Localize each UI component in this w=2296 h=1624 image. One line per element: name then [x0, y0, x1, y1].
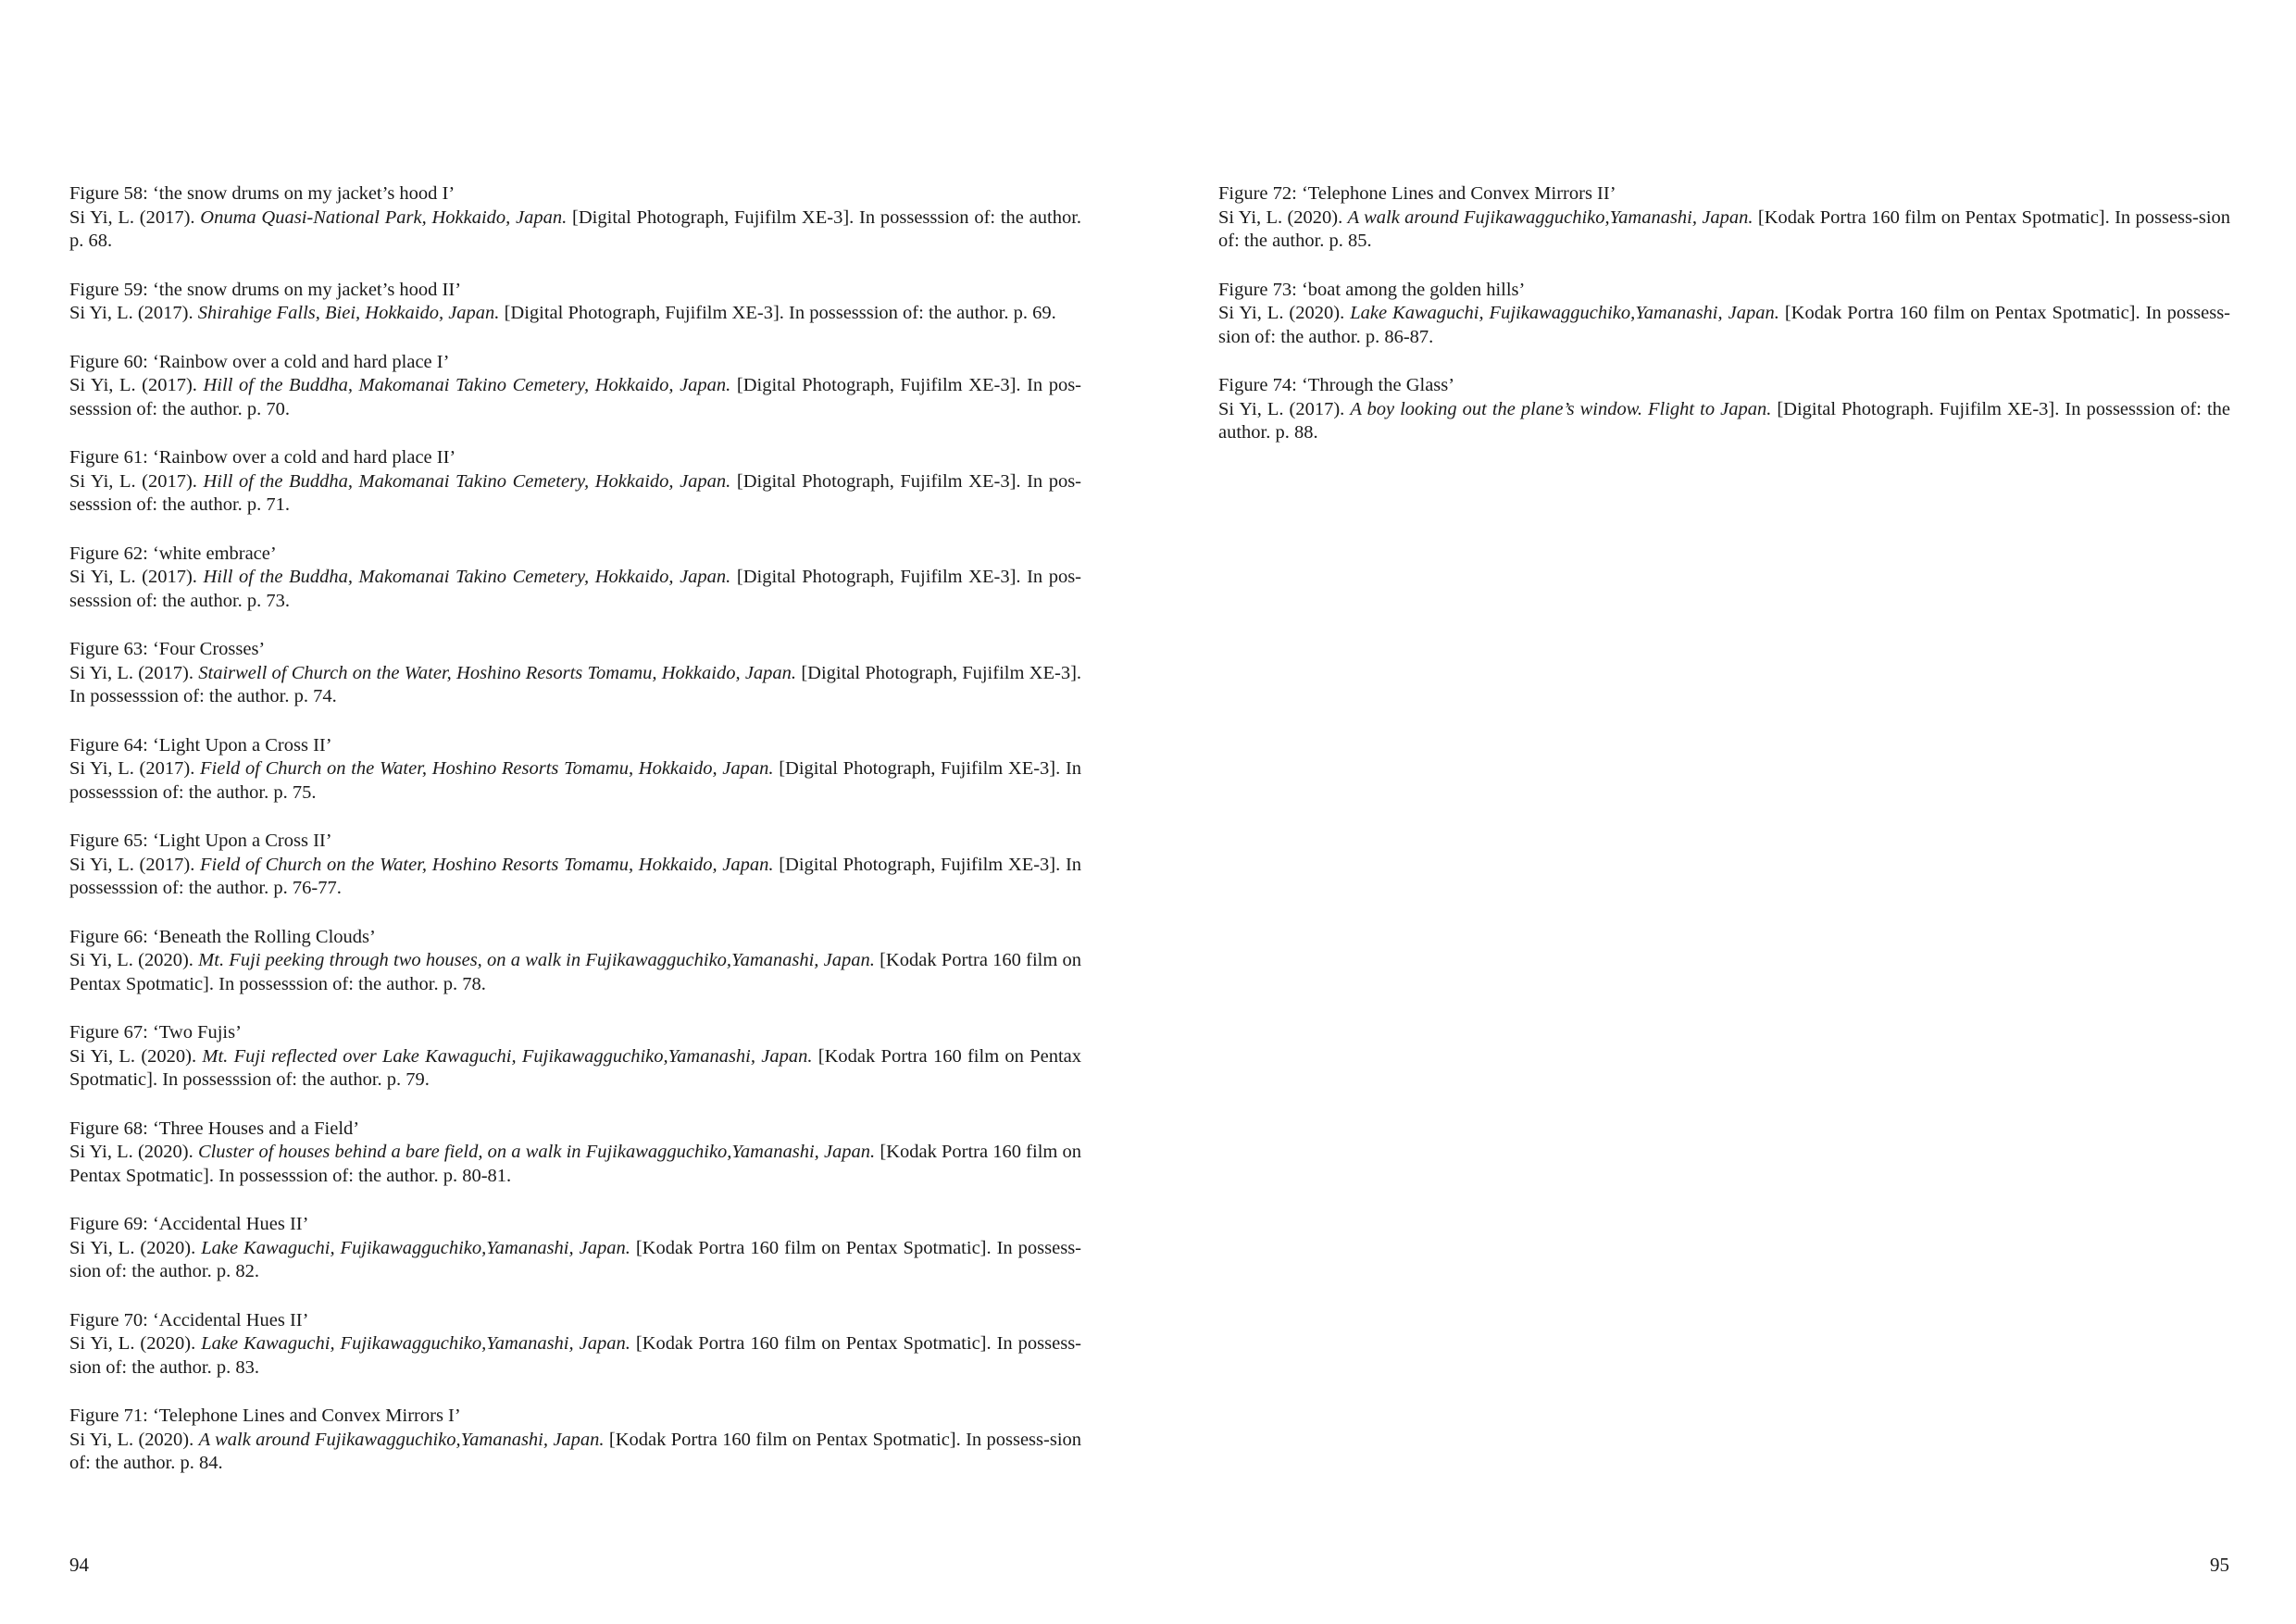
citation-details: [Kodak Portra 160 film on Pentax Spotmatic]. In possess-sion of: the author. p. 85. [1218, 206, 2231, 251]
figure-citation [1218, 302, 2230, 349]
figure-citation [1218, 206, 2230, 254]
figure-entry [69, 638, 1081, 709]
figure-citation [69, 566, 1081, 613]
figure-entry [1218, 182, 2230, 254]
figure-entry [1218, 279, 2230, 350]
citation-work-title: Cluster of houses behind a bare field, on a walk in Fujikawagguchiko,Yamanashi, Japan. [197, 1142, 876, 1162]
citation-author: Si Yi, L. (2017). [1218, 398, 1345, 419]
citation-work-title: Hill of the Buddha, Makomanai Takino Cemetery, Hokkaido, Japan. [203, 470, 731, 492]
citation-author: Si Yi, L. (2020). [69, 1237, 196, 1258]
citation-details: [Kodak Portra 160 film on Pentax Spotmatic]. In possess-sion of: the author. p. 82. [69, 1237, 1082, 1281]
citation-work-title: A walk around Fujikawagguchiko,Yamanashi, Japan. [198, 1429, 605, 1450]
page-number: 95 [2210, 1554, 2229, 1576]
citation-details: [Digital Photograph, Fujifilm XE-3]. In possesssion of: the author. p. 76-77. [69, 854, 1082, 898]
figure-title: Figure 59: ‘the snow drums on my jacket’s hood II’ [69, 279, 462, 300]
figure-citation [69, 302, 1081, 326]
figure-title: Figure 67: ‘Two Fujis’ [69, 1022, 242, 1043]
citation-author: Si Yi, L. (2017). [69, 854, 195, 875]
figure-title: Figure 66: ‘Beneath the Rolling Clouds’ [69, 926, 376, 947]
citation-author: Si Yi, L. (2017). [69, 758, 195, 779]
figure-entry [69, 543, 1081, 614]
figure-entry [69, 351, 1081, 422]
figure-citation [69, 1237, 1081, 1284]
citation-details: [Digital Photograph, Fujifilm XE-3]. In possesssion of: the author. p. 69. [504, 303, 1056, 323]
figure-citation [69, 1429, 1081, 1476]
citation-author: Si Yi, L. (2020). [69, 1429, 194, 1450]
figure-citation [69, 374, 1081, 421]
figure-entry [69, 182, 1081, 254]
right-page [1148, 0, 2296, 1624]
citation-work-title: Hill of the Buddha, Makomanai Takino Cemetery, Hokkaido, Japan. [203, 375, 731, 395]
citation-work-title: A walk around Fujikawagguchiko,Yamanashi, Japan. [1347, 206, 1753, 228]
citation-author: Si Yi, L. (2017). [69, 303, 193, 323]
figure-entry [69, 1309, 1081, 1380]
figure-list-left [69, 182, 1081, 1501]
figure-citation [69, 949, 1081, 996]
page-number: 94 [69, 1554, 89, 1576]
citation-work-title: Field of Church on the Water, Hoshino Resorts Tomamu, Hokkaido, Japan. [200, 854, 774, 875]
citation-details: [Kodak Portra 160 film on Pentax Spotmatic]. In possess-sion of: the author. p. 84. [69, 1429, 1082, 1473]
citation-work-title: A boy looking out the plane’s window. Flight to Japan. [1350, 398, 1772, 419]
figure-entry [69, 734, 1081, 806]
citation-work-title: Onuma Quasi-National Park, Hokkaido, Japan. [200, 206, 568, 228]
citation-work-title: Shirahige Falls, Biei, Hokkaido, Japan. [197, 303, 500, 323]
figure-citation [1218, 398, 2230, 445]
figure-entry [69, 926, 1081, 997]
figure-citation [69, 757, 1081, 805]
citation-details: [Kodak Portra 160 film on Pentax Spotmatic]. In possesssion of: the author. p. 80-81. [69, 1142, 1082, 1186]
figure-list-right [1218, 182, 2230, 470]
figure-title: Figure 69: ‘Accidental Hues II’ [69, 1214, 309, 1234]
citation-author: Si Yi, L. (2020). [69, 1333, 196, 1354]
figure-entry [69, 830, 1081, 901]
figure-title: Figure 74: ‘Through the Glass’ [1218, 375, 1455, 395]
figure-title: Figure 73: ‘boat among the golden hills’ [1218, 279, 1526, 300]
citation-author: Si Yi, L. (2017). [69, 470, 197, 492]
citation-work-title: Field of Church on the Water, Hoshino Resorts Tomamu, Hokkaido, Japan. [200, 758, 774, 779]
figure-citation [69, 854, 1081, 901]
citation-work-title: Lake Kawaguchi, Fujikawagguchiko,Yamanashi, Japan. [201, 1237, 630, 1258]
citation-details: [Kodak Portra 160 film on Pentax Spotmatic]. In possesssion of: the author. p. 78. [69, 950, 1082, 994]
figure-title: Figure 71: ‘Telephone Lines and Convex Mirrors I’ [69, 1405, 461, 1426]
figure-entry [69, 279, 1081, 326]
citation-work-title: Lake Kawaguchi, Fujikawagguchiko,Yamanashi, Japan. [1350, 303, 1779, 323]
figure-citation [69, 470, 1081, 518]
citation-author: Si Yi, L. (2020). [69, 1045, 197, 1067]
figure-citation [69, 662, 1081, 709]
figure-citation [69, 1045, 1081, 1093]
figure-citation [69, 206, 1081, 254]
citation-work-title: Mt. Fuji reflected over Lake Kawaguchi, Fujikawagguchiko,Yamanashi, Japan. [202, 1045, 813, 1067]
citation-details: [Digital Photograph, Fujifilm XE-3]. In pos-sesssion of: the author. p. 70. [69, 375, 1082, 419]
citation-author: Si Yi, L. (2017). [69, 375, 197, 395]
citation-details: [Digital Photograph, Fujifilm XE-3]. In possesssion of: the author. p. 74. [69, 662, 1082, 706]
figure-title: Figure 63: ‘Four Crosses’ [69, 639, 266, 659]
figure-citation [69, 1332, 1081, 1380]
citation-work-title: Stairwell of Church on the Water, Hoshino Resorts Tomamu, Hokkaido, Japan. [198, 662, 797, 683]
figure-title: Figure 65: ‘Light Upon a Cross II’ [69, 831, 332, 851]
citation-details: [Kodak Portra 160 film on Pentax Spotmatic]. In possesssion of: the author. p. 79. [69, 1045, 1082, 1090]
citation-author: Si Yi, L. (2020). [1218, 303, 1345, 323]
citation-details: [Digital Photograph, Fujifilm XE-3]. In possesssion of: the author. p. 75. [69, 758, 1082, 803]
figure-title: Figure 64: ‘Light Upon a Cross II’ [69, 734, 332, 756]
citation-details: [Digital Photograph. Fujifilm XE-3]. In possesssion of: the author. p. 88. [1218, 398, 2230, 443]
figure-title: Figure 70: ‘Accidental Hues II’ [69, 1309, 309, 1330]
figure-title: Figure 62: ‘white embrace’ [69, 543, 277, 564]
figure-citation [69, 1141, 1081, 1188]
citation-author: Si Yi, L. (2020). [69, 1142, 193, 1162]
citation-author: Si Yi, L. (2020). [69, 950, 193, 970]
figure-title: Figure 68: ‘Three Houses and a Field’ [69, 1118, 360, 1139]
figure-title: Figure 72: ‘Telephone Lines and Convex Mirrors II’ [1218, 183, 1616, 204]
citation-details: [Digital Photograph, Fujifilm XE-3]. In pos-sesssion of: the author. p. 71. [69, 470, 1082, 515]
citation-author: Si Yi, L. (2020). [1218, 206, 1343, 228]
figure-entry [69, 1213, 1081, 1284]
citation-author: Si Yi, L. (2017). [69, 206, 195, 228]
citation-details: [Kodak Portra 160 film on Pentax Spotmatic]. In possess-sion of: the author. p. 83. [69, 1333, 1082, 1378]
citation-work-title: Hill of the Buddha, Makomanai Takino Cemetery, Hokkaido, Japan. [203, 567, 731, 587]
figure-title: Figure 60: ‘Rainbow over a cold and hard place I’ [69, 351, 450, 372]
figure-entry [69, 1405, 1081, 1476]
citation-details: [Kodak Portra 160 film on Pentax Spotmatic]. In possess-sion of: the author. p. 86-87. [1218, 303, 2231, 347]
citation-work-title: Lake Kawaguchi, Fujikawagguchiko,Yamanashi, Japan. [201, 1333, 630, 1354]
citation-author: Si Yi, L. (2017). [69, 567, 197, 587]
citation-work-title: Mt. Fuji peeking through two houses, on a walk in Fujikawagguchiko,Yamanashi, Japan. [198, 950, 875, 970]
citation-author: Si Yi, L. (2017). [69, 662, 193, 683]
citation-details: [Digital Photograph, Fujifilm XE-3]. In possesssion of: the author. p. 68. [69, 206, 1082, 251]
figure-entry [69, 1118, 1081, 1189]
figure-entry [69, 1021, 1081, 1093]
figure-title: Figure 61: ‘Rainbow over a cold and hard place II’ [69, 447, 456, 468]
figure-title: Figure 58: ‘the snow drums on my jacket’s hood I’ [69, 183, 455, 204]
figure-entry [1218, 374, 2230, 445]
citation-details: [Digital Photograph, Fujifilm XE-3]. In pos-sesssion of: the author. p. 73. [69, 567, 1082, 611]
figure-entry [69, 446, 1081, 518]
